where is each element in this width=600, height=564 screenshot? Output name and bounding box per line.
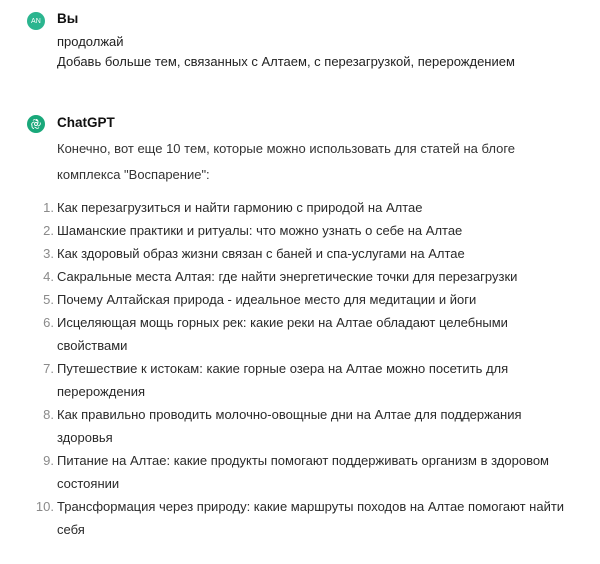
- topic-number: 2.: [43, 223, 54, 238]
- topic-number: 7.: [43, 361, 54, 376]
- user-message-text: [57, 32, 515, 72]
- assistant-avatar: [27, 115, 45, 133]
- topic-text: Путешествие к истокам: какие горные озера на Алтае можно посетить для перерождения: [57, 361, 509, 399]
- topic-item: [0, 311, 577, 357]
- topic-text: Как правильно проводить молочно-овощные дни на Алтае для поддержания здоровья: [57, 407, 522, 445]
- topic-number: 6.: [43, 315, 54, 330]
- topic-number: 9.: [43, 453, 54, 468]
- topic-text: Сакральные места Алтая: где найти энергетические точки для перезагрузки: [57, 269, 518, 284]
- topic-item: [0, 357, 577, 403]
- topic-number: 8.: [43, 407, 54, 422]
- topic-text: Как перезагрузиться и найти гармонию с природой на Алтае: [57, 200, 423, 215]
- user-author-name: Вы: [57, 11, 79, 26]
- assistant-author-name: ChatGPT: [57, 115, 115, 130]
- topic-number: 5.: [43, 292, 54, 307]
- assistant-intro-text: Конечно, вот еще 10 тем, которые можно использовать для статей на блоге комплекса "Воспарение":: [57, 141, 516, 182]
- topics-list: [0, 196, 600, 541]
- topic-text: Питание на Алтае: какие продукты помогают поддерживать организм в здоровом состоянии: [57, 453, 549, 491]
- topic-item: [0, 449, 577, 495]
- openai-logo-icon: [30, 118, 42, 130]
- topic-item: [0, 219, 577, 242]
- user-avatar: [27, 12, 45, 30]
- topic-item: [0, 288, 577, 311]
- topic-item: [0, 495, 577, 541]
- topic-text: Шаманские практики и ритуалы: что можно узнать о себе на Алтае: [57, 223, 463, 238]
- topic-text: Исцеляющая мощь горных рек: какие реки на Алтае обладают целебными свойствами: [57, 315, 508, 353]
- topic-item: [0, 403, 577, 449]
- topic-number: 3.: [43, 246, 54, 261]
- topic-number: 1.: [43, 200, 54, 215]
- topic-item: [0, 196, 577, 219]
- topic-item: [0, 242, 577, 265]
- topic-text: Как здоровый образ жизни связан с баней и спа-услугами на Алтае: [57, 246, 465, 261]
- topic-text: Почему Алтайская природа - идеальное место для медитации и йоги: [57, 292, 477, 307]
- user-message-line: Добавь больше тем, связанных с Алтаем, с перезагрузкой, перерождением: [57, 54, 515, 69]
- topic-item: [0, 265, 577, 288]
- topic-text: Трансформация через природу: какие маршруты походов на Алтае помогают найти себя: [57, 499, 565, 537]
- topic-number: 10.: [35, 499, 54, 514]
- user-message-line: продолжай: [57, 34, 124, 49]
- topic-number: 4.: [43, 269, 54, 284]
- avatar-initials: AN: [30, 17, 42, 25]
